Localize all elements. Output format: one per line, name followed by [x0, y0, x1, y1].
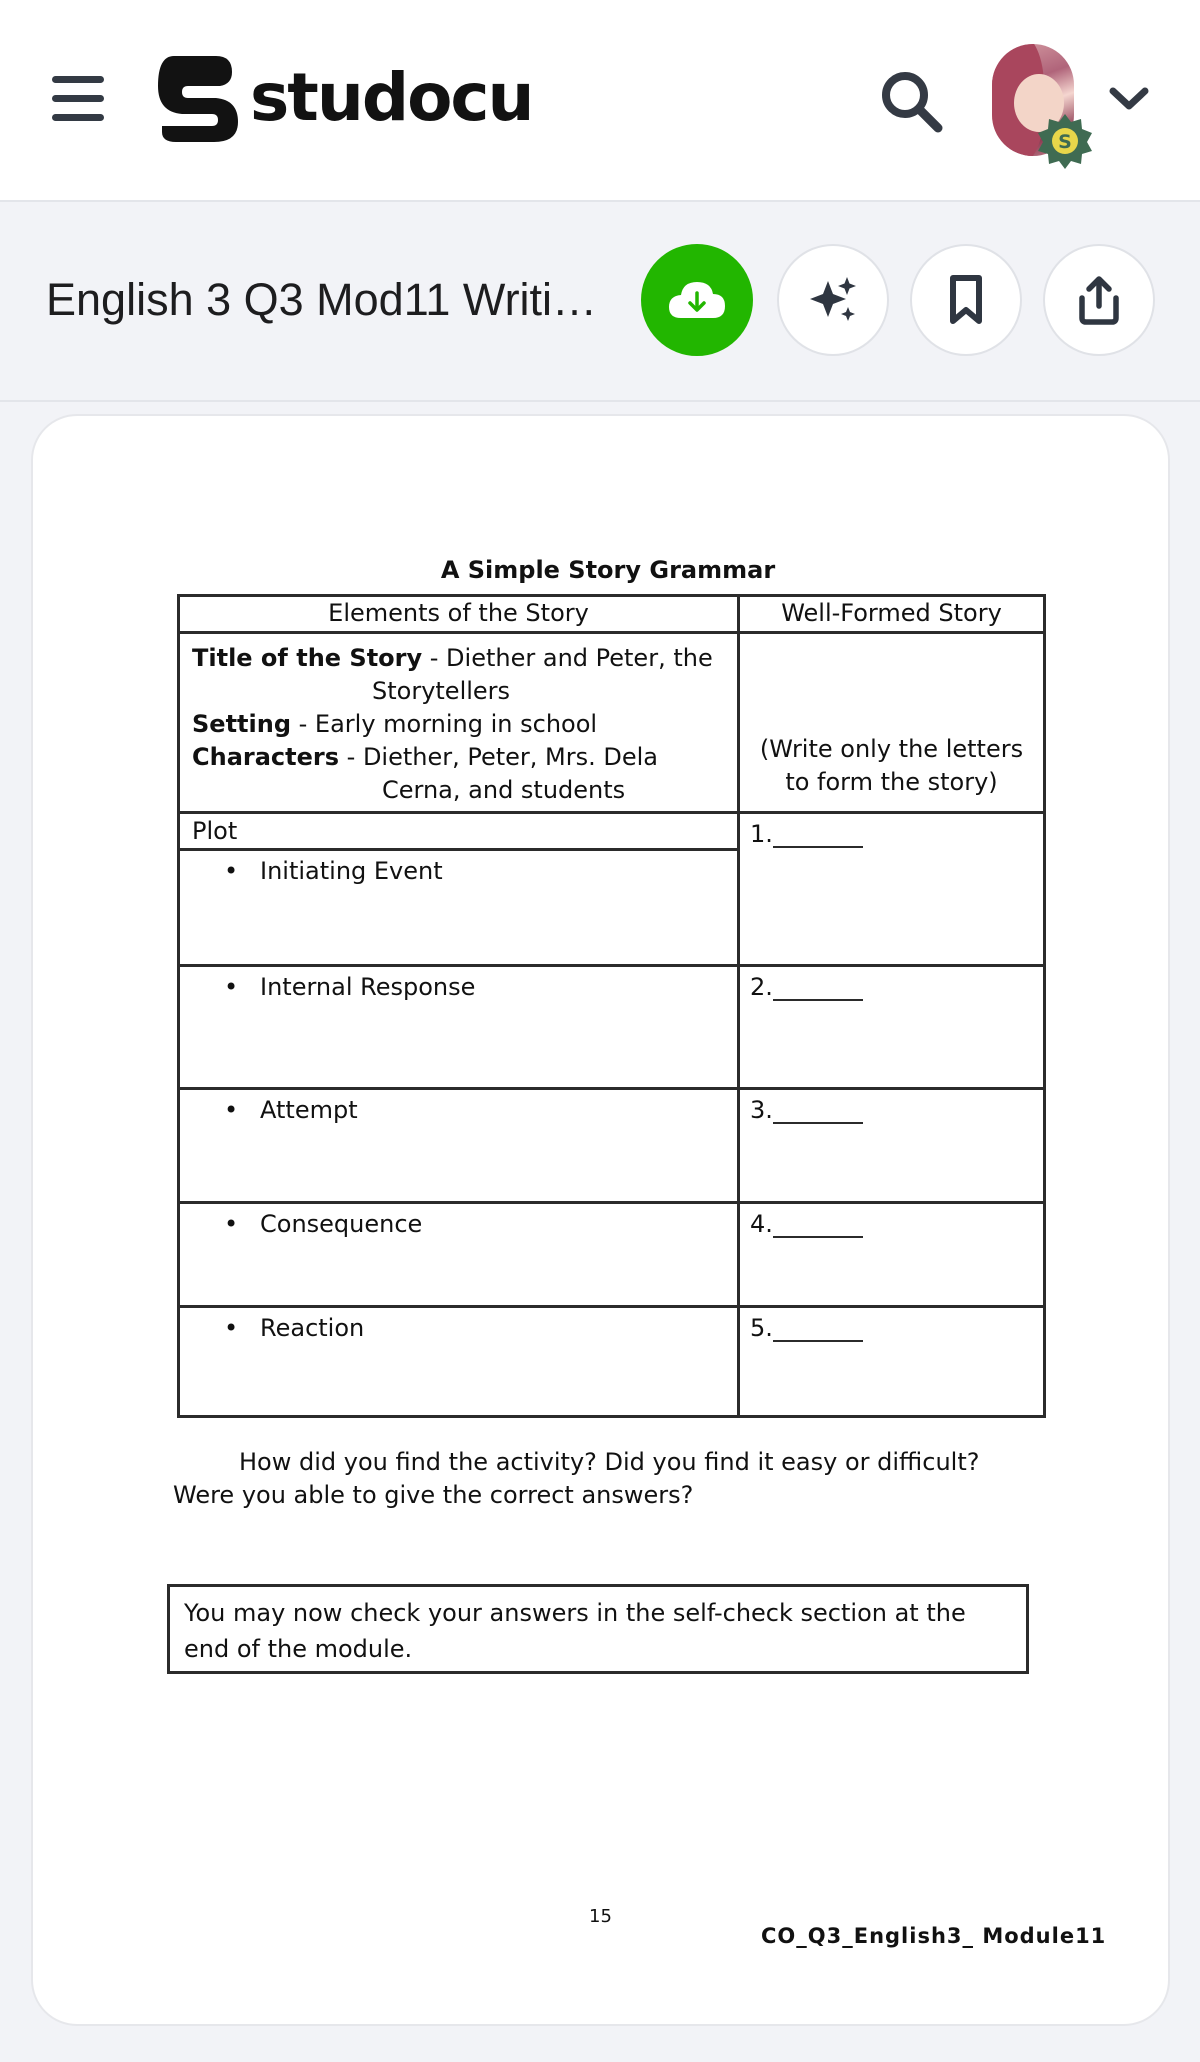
document-page [33, 416, 1172, 2028]
characters-value-cont: Cerna, and students [382, 776, 626, 804]
plot-item [179, 1307, 739, 1417]
bookmark-icon [944, 274, 988, 326]
story-grammar-title: A Simple Story Grammar [440, 556, 776, 584]
bullet: • [224, 1096, 239, 1124]
answer-cell [739, 813, 1045, 966]
answer-blank [773, 1214, 863, 1238]
question-line: Were you able to give the correct answers? [173, 1481, 694, 1509]
answer-number: 2. [750, 973, 773, 1001]
self-check-note: You may now check your answers in the self-check section at the end of the module. [167, 1584, 1029, 1674]
instruction-cell: (Write only the letters to form the story) [739, 633, 1045, 813]
page-number: 15 [589, 1906, 612, 1927]
avatar-badge-icon [1036, 112, 1094, 170]
table-row [179, 1203, 1045, 1307]
ai-assistant-button[interactable] [777, 244, 889, 356]
ai-sparkle-icon [806, 273, 860, 327]
cloud-download-icon [667, 278, 727, 322]
reflection-question [173, 1446, 1073, 1512]
answer-cell [739, 1203, 1045, 1307]
avatar-badge-letter: S [1058, 131, 1072, 153]
answer-cell [739, 1307, 1045, 1417]
table-row [179, 633, 1045, 813]
share-button[interactable] [1043, 244, 1155, 356]
save-bookmark-button[interactable] [910, 244, 1022, 356]
table-row [179, 1089, 1045, 1203]
title-value-cont: Storytellers [372, 677, 511, 705]
answer-blank [773, 1318, 863, 1342]
title-value: - Diether and Peter, the [422, 644, 713, 672]
download-button[interactable] [641, 244, 753, 356]
answer-number: 1. [750, 820, 773, 848]
studocu-logo-icon [154, 52, 242, 144]
plot-item-label: Initiating Event [260, 857, 443, 885]
top-header [0, 0, 1200, 202]
document-viewer[interactable] [31, 414, 1170, 2026]
answer-cell [739, 966, 1045, 1089]
answer-blank [773, 977, 863, 1001]
share-icon [1074, 274, 1124, 326]
characters-label: Characters [192, 743, 340, 771]
table-header-row [179, 596, 1045, 633]
story-grammar-table [177, 594, 1046, 1418]
story-elements-cell [179, 633, 739, 813]
plot-item [179, 1203, 739, 1307]
table-row [179, 1307, 1045, 1417]
plot-row [179, 813, 1045, 850]
elements-header: Elements of the Story [179, 596, 739, 633]
bullet: • [224, 1314, 239, 1342]
document-title-bar [0, 204, 1200, 402]
plot-item [179, 966, 739, 1089]
characters-value: - Diether, Peter, Mrs. Dela [339, 743, 659, 771]
chevron-down-icon[interactable] [1108, 84, 1150, 114]
document-title: English 3 Q3 Mod11 Writi… [46, 274, 598, 325]
well-formed-header: Well-Formed Story [739, 596, 1045, 633]
setting-value: - Early morning in school [291, 710, 598, 738]
setting-label: Setting [192, 710, 291, 738]
plot-item-label: Attempt [260, 1096, 358, 1124]
plot-item-label: Consequence [260, 1210, 423, 1238]
answer-number: 3. [750, 1096, 773, 1124]
logo-text: studocu [250, 59, 533, 136]
answer-cell [739, 1089, 1045, 1203]
bullet: • [224, 857, 239, 885]
plot-label: Plot [179, 813, 739, 850]
plot-item-label: Internal Response [260, 973, 476, 1001]
bullet: • [224, 1210, 239, 1238]
plot-item [179, 1089, 739, 1203]
bullet: • [224, 973, 239, 1001]
answer-number: 4. [750, 1210, 773, 1238]
hamburger-menu-icon[interactable] [52, 76, 104, 122]
answer-blank [773, 824, 863, 848]
module-footer-code: CO_Q3_English3_ Module11 [761, 1924, 1107, 1948]
answer-blank [773, 1100, 863, 1124]
plot-item-label: Reaction [260, 1314, 365, 1342]
plot-item [179, 850, 739, 966]
title-label: Title of the Story [192, 644, 423, 672]
question-line: How did you find the activity? Did you find it easy or difficult? [239, 1448, 980, 1476]
answer-number: 5. [750, 1314, 773, 1342]
studocu-logo[interactable] [154, 52, 533, 144]
search-icon[interactable] [878, 68, 944, 134]
table-row [179, 966, 1045, 1089]
